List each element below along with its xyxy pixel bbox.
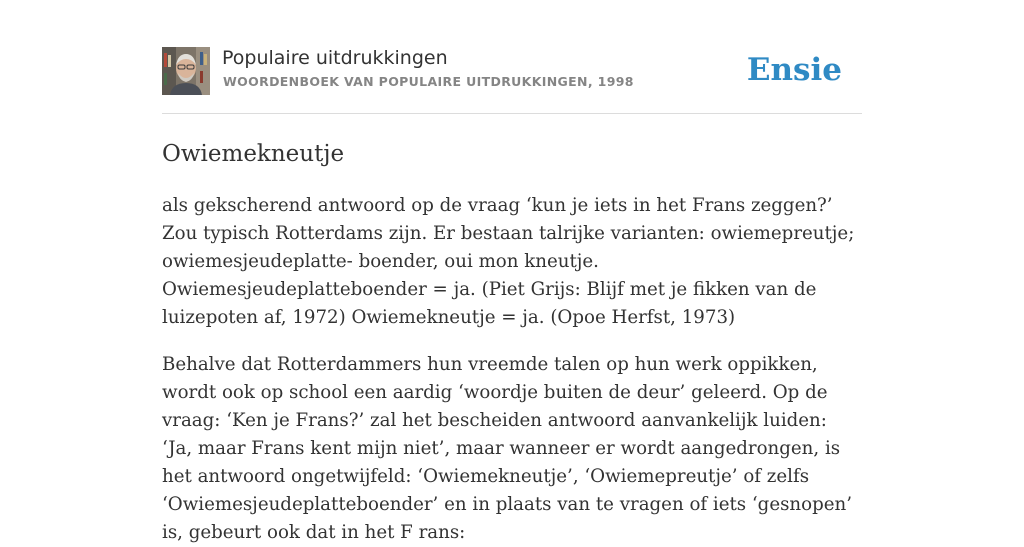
source-subtitle: WOORDENBOEK VAN POPULAIRE UITDRUKKINGEN, 1998	[223, 74, 634, 89]
entry-card	[162, 46, 862, 547]
entry-paragraph-2: Behalve dat Rotterdammers hun vreemde talen op hun werk oppikken, wordt ook op school een aardig ‘woordje buiten de deur’ geleerd. Op de vraag: ‘Ken je Frans?’ zal het bescheiden antwoord aanvankelijk luiden: ‘Ja, maar Frans kent mijn niet’, maar wanneer er wordt aangedrongen, is het antwoord ongetwijfeld: ‘Owiemekneutje’, ‘Owiemepreutje’ of zelfs ‘Owiemesjeudeplatteboender’ en in plaats van te vragen of iets ‘gesnopen’ is, gebeurt ook dat in het F rans:	[162, 354, 852, 543]
ensie-logo-link[interactable]: Ensie	[746, 52, 842, 88]
author-avatar[interactable]	[162, 47, 210, 95]
source-title[interactable]: Populaire uitdrukkingen	[222, 47, 448, 69]
entry-title: Owiemekneutje	[162, 141, 345, 167]
avatar-portrait-icon	[162, 47, 210, 95]
source-header	[162, 46, 862, 114]
entry-paragraph-1: als gekscherend antwoord op de vraag ‘kun je iets in het Frans zeggen?’ Zou typisch Rotterdams zijn. Er bestaan talrijke varianten: owiemepreutje; owiemesjeudeplatte- boender, oui mon kneutje. Owiemesjeudeplatteboender = ja. (Piet Grijs: Blijf met je fikken van de luizepoten af, 1972) Owiemekneutje = ja. (Opoe Herfst, 1973)	[162, 195, 855, 328]
